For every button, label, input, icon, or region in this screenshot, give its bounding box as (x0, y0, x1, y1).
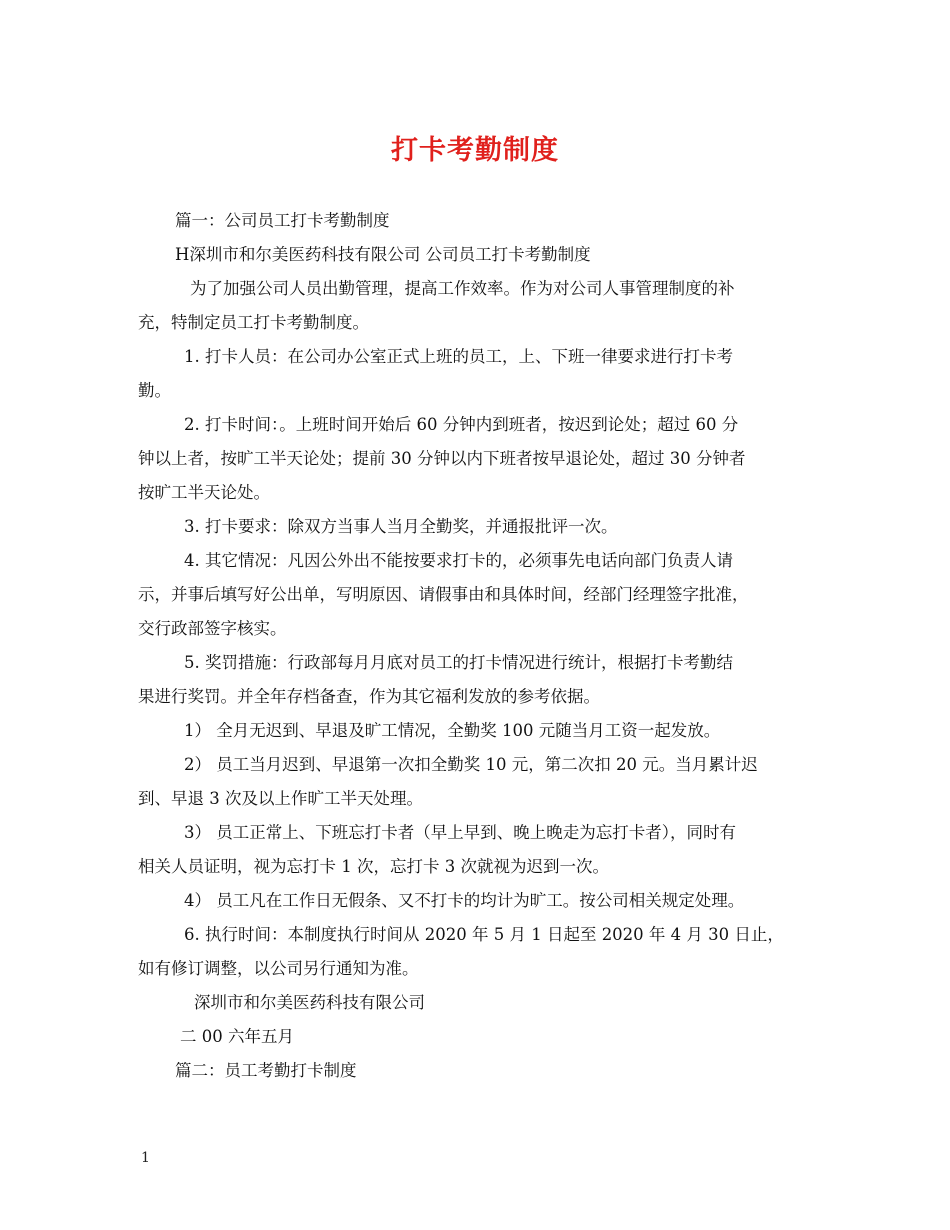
page-number: 1 (141, 1150, 150, 1166)
item-2-line-1: 2. 打卡时间：。上班时间开始后 60 分钟内到班者，按迟到论处；超过 60 分 (184, 415, 739, 434)
intro-line-2: 充，特制定员工打卡考勤制度。 (138, 313, 369, 332)
item-4-line-2: 示，并事后填写好公出单，写明原因、请假事由和具体时间，经部门经理签字批准， (138, 585, 749, 604)
item-1-line-1: 1. 打卡人员：在公司办公室正式上班的员工，上、下班一律要求进行打卡考 (184, 347, 733, 366)
company-header-line: H深圳市和尔美医药科技有限公司 公司员工打卡考勤制度 (175, 245, 591, 264)
document-title: 打卡考勤制度 (391, 135, 559, 166)
item-4-line-3: 交行政部签字核实。 (138, 619, 287, 638)
item-6-line-2: 如有修订调整，以公司另行通知为准。 (138, 959, 419, 978)
item-5-line-1: 5. 奖罚措施：行政部每月月底对员工的打卡情况进行统计，根据打卡考勤结 (184, 653, 733, 672)
part-two-heading: 篇二：员工考勤打卡制度 (175, 1061, 357, 1080)
part-one-heading: 篇一：公司员工打卡考勤制度 (175, 211, 390, 230)
signature-company: 深圳市和尔美医药科技有限公司 (194, 993, 425, 1012)
intro-line-1: 为了加强公司人员出勤管理，提高工作效率。作为对公司人事管理制度的补 (190, 279, 735, 298)
sub-item-3-line-1: 3） 员工正常上、下班忘打卡者（早上早到、晚上晚走为忘打卡者），同时有 (184, 823, 736, 842)
item-1-line-2: 勤。 (138, 381, 171, 400)
item-6-line-1: 6. 执行时间：本制度执行时间从 2020 年 5 月 1 日起至 2020 年 4 月 30 日止， (184, 925, 784, 944)
item-4-line-1: 4. 其它情况：凡因公外出不能按要求打卡的，必须事先电话向部门负责人请 (184, 551, 733, 570)
sub-item-4-line-1: 4） 员工凡在工作日无假条、又不打卡的均计为旷工。按公司相关规定处理。 (184, 891, 745, 910)
sub-item-2-line-2: 到、早退 3 次及以上作旷工半天处理。 (138, 789, 423, 808)
document-body (138, 204, 813, 1088)
item-2-line-2: 钟以上者，按旷工半天论处；提前 30 分钟以内下班者按早退论处，超过 30 分钟者 (138, 449, 746, 468)
sub-item-3-line-2: 相关人员证明，视为忘打卡 1 次，忘打卡 3 次就视为迟到一次。 (138, 857, 609, 876)
sub-item-2-line-1: 2） 员工当月迟到、早退第一次扣全勤奖 10 元，第二次扣 20 元。当月累计迟 (184, 755, 758, 774)
signature-date: 二 00 六年五月 (180, 1027, 294, 1046)
item-5-line-2: 果进行奖罚。并全年存档备查，作为其它福利发放的参考依据。 (138, 687, 600, 706)
item-2-line-3: 按旷工半天论处。 (138, 483, 270, 502)
item-3-line-1: 3. 打卡要求：除双方当事人当月全勤奖，并通报批评一次。 (184, 517, 618, 536)
sub-item-1-line-1: 1） 全月无迟到、早退及旷工情况，全勤奖 100 元随当月工资一起发放。 (184, 721, 721, 740)
